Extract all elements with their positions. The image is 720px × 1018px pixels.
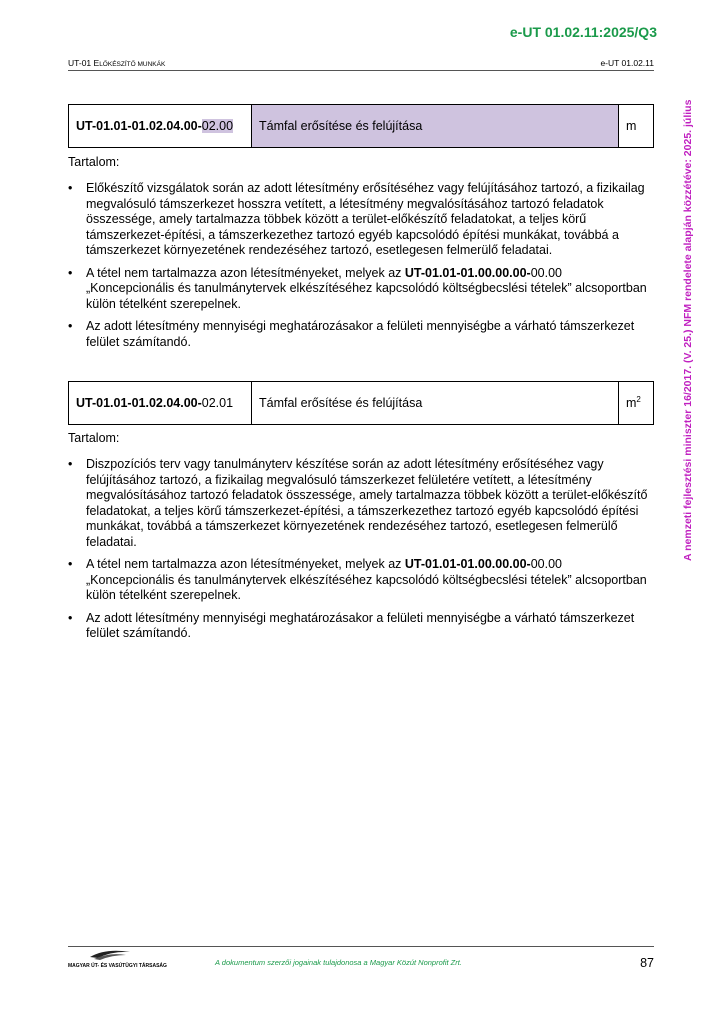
list-item: • A tétel nem tartalmazza azon létesítményeket, melyek az UT-01.01-01.00.00.00-00.00 „Koncepcionális és tanulmánytervek elkészítéséhez kapcsolódó költségbecslési tételek” alcsoportban külön tételként szerepelnek. [68,557,647,602]
svg-text:MAGYAR ÚT- ÉS VASÚTÜGYI TÁRSAS: MAGYAR ÚT- ÉS VASÚTÜGYI TÁRSASÁG [68,963,167,969]
header-right-code: e-UT 01.02.11 [600,58,654,68]
list-item: • Az adott létesítmény mennyiségi meghatározásakor a felületi mennyiségbe a várható támszerkezet felület számítandó. [68,610,635,640]
list-item: • A tétel nem tartalmazza azon létesítményeket, melyek az UT-01.01-01.00.00.00-00.00 „Koncepcionális és tanulmánytervek elkészítéséhez kapcsolódó költségbecslési tételek” alcsoportban külön tételként szerepelnek. [68,265,647,311]
list-item: • Diszpozíciós terv vagy tanulmányterv készítése során az adott létesítmény erősítéséhez vagy felújításához tartozó, a fizikailag megvalósuló támszerkezet felületére vetített, a létesítmény megvalósításához tartozó feladatok összessége, amely tartalmazza többek között a terület-előkészítő feladatokat, a teljes körű támszerkezet-építési, a támszerkezethez tartozó egyéb kapcsolódó építési munkákat, továbbá a támszerkezet környezetének rendezéséhez tartozó, esetlegesen felmerülő feladatai. [68,457,648,549]
item-table-1 [68,104,654,148]
page-number: 87 [640,956,654,970]
doc-code: e-UT 01.02.11:2025/Q3 [509,24,657,40]
content-label: Tartalom: [68,431,120,445]
bullet-list-2 [68,457,654,649]
logo-swoosh-icon [68,948,168,970]
side-note: A nemzeti fejlesztési miniszter 16/2017. (V. 25.) NFM rendelete alapján közzétéve: 2025. július [682,100,694,562]
header-divider [68,70,654,71]
item-title: Támfal erősítése és felújítása [252,105,619,148]
content-label: Tartalom: [68,155,120,169]
item-unit: $m^2$ [619,382,654,425]
list-item: • Az adott létesítmény mennyiségi meghatározásakor a felületi mennyiségbe a várható támszerkezet felület számítandó. [68,319,635,349]
item-title: Támfal erősítése és felújítása [252,382,619,425]
list-item: • Előkészítő vizsgálatok során az adott létesítmény erősítéséhez vagy felújításához tartozó, a fizikailag megvalósuló támszerkezet hosszra vetített, a létesítmény megvalósításához tartozó feladatok összessége, amely tartalmazza többek között a terület-előkészítő feladatokat, a teljes körű támszerkezet-építési, a támszerkezethez tartozó egyéb kapcsolódó építési munkákat, továbbá a támszerkezet környezetének rendezéséhez tartozó, esetlegesen felmerülő feladatai. [68,181,645,257]
item-unit: m [619,105,654,148]
item-table-2 [68,381,654,425]
section-rest: LŐKÉSZÍTŐ MUNKÁK [99,61,166,68]
section-prefix: UT-01 E [68,58,100,68]
copyright-text: A dokumentum szerzői jogainak tulajdonosa a Magyar Közút Nonprofit Zrt. [215,958,462,967]
bullet-list-1 [68,181,654,357]
section-title [68,58,165,68]
footer-divider [68,946,654,947]
item-code: UT-01.01-01.02.04.00-02.00 [69,105,252,148]
company-logo [68,948,168,970]
item-code: UT-01.01-01.02.04.00-02.01 [69,382,252,425]
